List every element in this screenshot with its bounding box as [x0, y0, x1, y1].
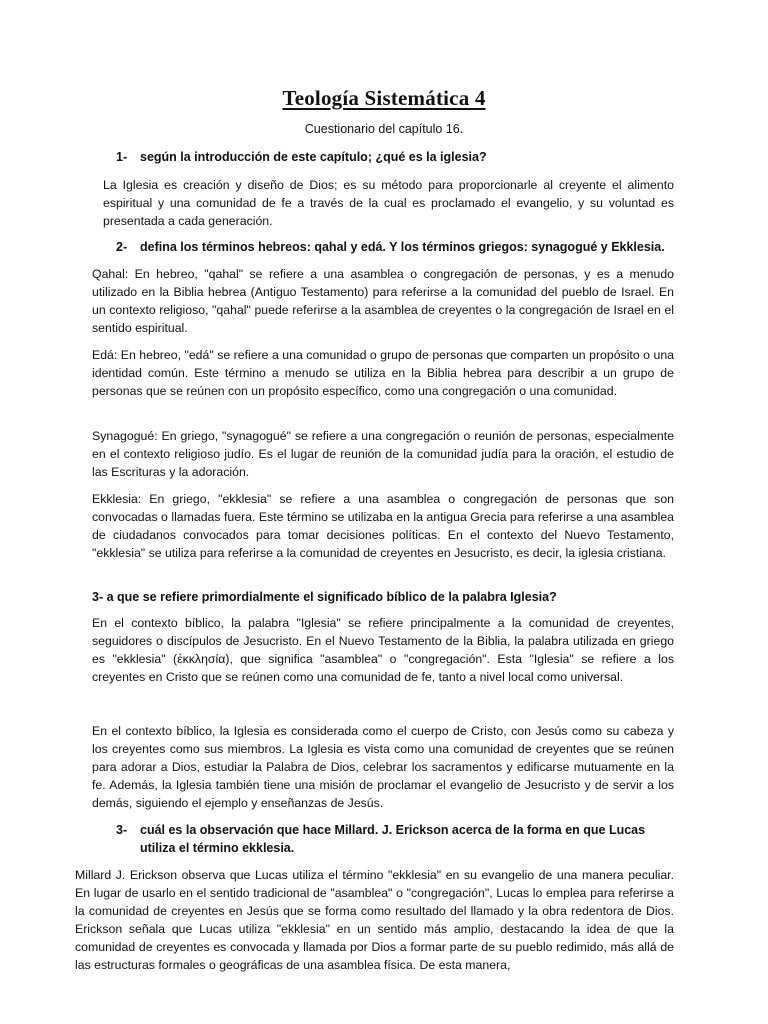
question-text: cuál es la observación que hace Millard. J. Erickson acerca de la forma en que Lucas utiliza el término ekklesia. — [140, 823, 646, 855]
answer-1: La Iglesia es creación y diseño de Dios; es su método para proporcionarle al creyente el alimento espiritual y una comunidad de fe a través de la cual es proclamado el evangelio, y su voluntad es presentada a cada generación. — [103, 178, 674, 228]
question-text: según la introducción de este capítulo; ¿qué es la iglesia? — [140, 150, 487, 164]
answer-ekklesia: Ekklesia: En griego, "ekklesia" se refiere a una asamblea o congregación de personas que son convocadas o llamadas fuera. Este término se utilizaba en la antigua Grecia para referirse a una asamblea de ciudadanos convocados para tomar decisiones políticas. En el contexto del Nuevo Testamento, "ekklesia" se utiliza para referirse a la comunidad de creyentes en Jesucristo, es decir, la iglesia cristiana. — [92, 492, 674, 560]
question-number: 1- — [116, 150, 128, 164]
answer-synagogue: Synagogué: En griego, "synagogué" se refiere a una congregación o reunión de personas, especialmente en el contexto religioso judío. Es el lugar de reunión de la comunidad judía para la oración, el estudio de las Escrituras y la adoración. — [92, 429, 674, 479]
answer-3-paragraph-1: En el contexto bíblico, la palabra "Iglesia" se refiere principalmente a la comunidad de creyentes, seguidores o discípulos de Jesucristo. En el Nuevo Testamento de la Biblia, la palabra utilizada en griego es "ekklesia" (ἐκκλησία), que significa "asamblea" o "congregación". Esta "Iglesia" se refiere a los creyentes en Cristo que se reúnen como una comunidad de fe, tanto a nivel local como universal. — [92, 616, 674, 684]
question-text: defina los términos hebreos: qahal y edá. Y los términos griegos: synagogué y Ekklesia. — [140, 240, 665, 254]
question-text: 3- a que se refiere primordialmente el significado bíblico de la palabra Iglesia? — [92, 590, 557, 604]
question-number: 3- — [116, 823, 128, 837]
question-number: 2- — [116, 240, 128, 254]
question-3 — [92, 588, 674, 606]
question-1 — [116, 148, 676, 166]
document-subtitle: Cuestionario del capítulo 16. — [304, 122, 464, 136]
document-title: Teología Sistemática 4 — [282, 86, 486, 110]
answer-3-paragraph-2: En el contexto bíblico, la Iglesia es considerada como el cuerpo de Cristo, con Jesús como su cabeza y los creyentes como sus miembros. La Iglesia es vista como una comunidad de creyentes que se reúnen para adorar a Dios, estudiar la Palabra de Dios, celebrar los sacramentos y edificarse mutuamente en la fe. Además, la Iglesia también tiene una misión de proclamar el evangelio de Jesucristo y de servir a los demás, siguiendo el ejemplo y enseñanzas de Jesús. — [92, 724, 674, 810]
answer-eda: Edá: En hebreo, "edá" se refiere a una comunidad o grupo de personas que comparten un propósito o una identidad común. Este término a menudo se utiliza en la Biblia hebrea para describir a un grupo de personas que se reúnen con un propósito específico, como una congregación o una comunidad. — [92, 348, 674, 398]
answer-4: Millard J. Erickson observa que Lucas utiliza el término "ekklesia" en su evangelio de una manera peculiar. En lugar de usarlo en el sentido tradicional de "asamblea" o "congregación", Lucas lo emplea para referirse a la comunidad de creyentes en Jesús que se forma como resultado del llamado y la obra redentora de Dios. Erickson señala que Lucas utiliza "ekklesia" en un sentido más amplio, destacando la idea de que la comunidad de creyentes es convocada y llamada por Dios a formar parte de su pueblo redimido, más allá de las estructuras formales o geográficas de una asamblea física. De esta manera, — [75, 868, 674, 972]
answer-qahal: Qahal: En hebreo, "qahal" se refiere a una asamblea o congregación de personas, y es a menudo utilizado en la Biblia hebrea (Antiguo Testamento) para referirse a la comunidad del pueblo de Israel. En un contexto religioso, "qahal" puede referirse a la asamblea de creyentes o la congregación de Israel en el sentido espiritual. — [92, 267, 674, 335]
question-4 — [116, 821, 676, 857]
question-2 — [116, 238, 676, 256]
